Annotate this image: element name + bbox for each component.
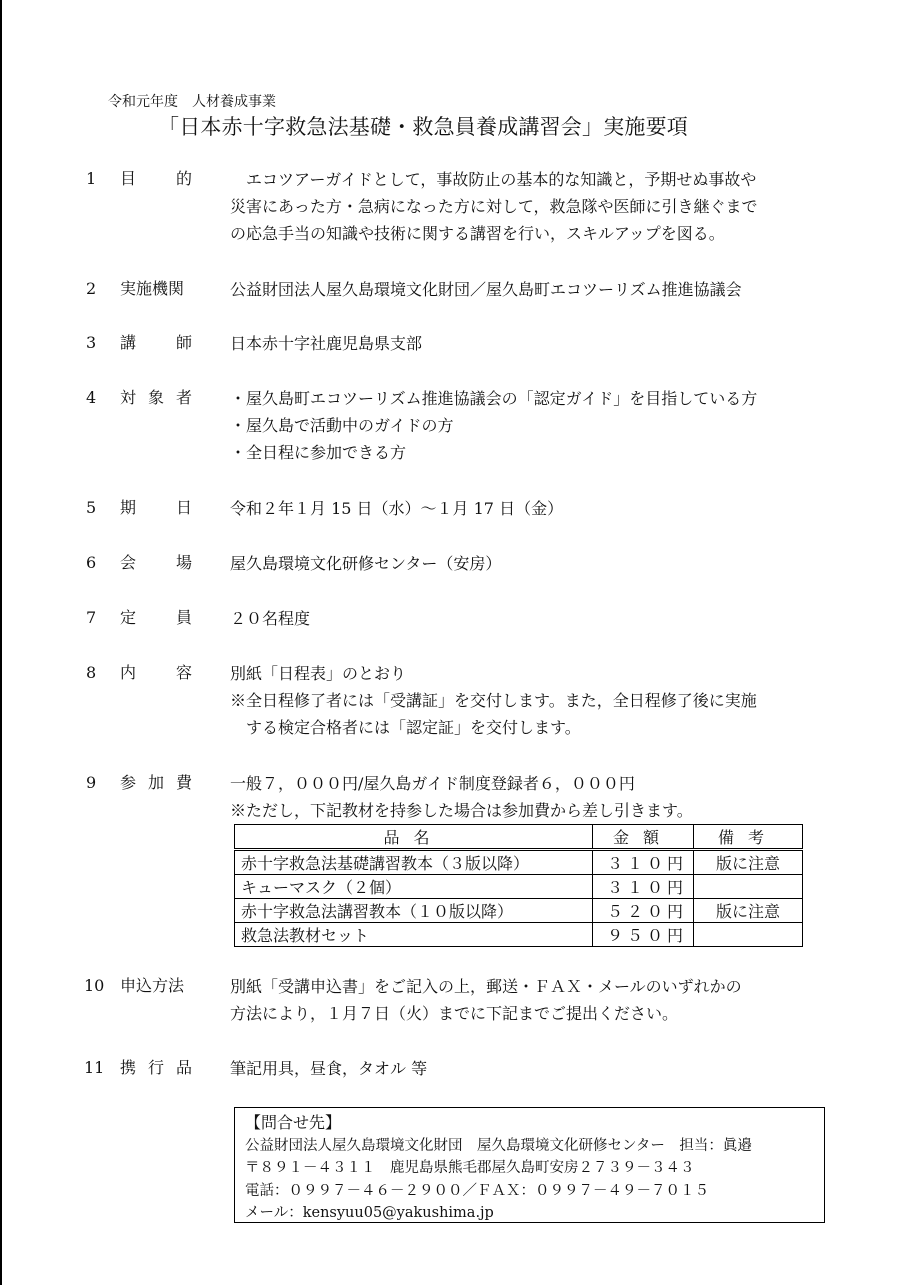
section-body: エコツアーガイドとして，事故防止の基本的な知識と，予期せぬ事故や 災害にあった方・急病になった方に対して，救急隊や医師に引き継ぐまで の応急手当の知識や技術に関する講習を行い，スキルアップを図る。 <box>230 170 758 243</box>
section-number: 6 <box>86 553 97 572</box>
contact-box <box>234 1107 825 1223</box>
section-body: 一般７，０００円/屋久島ガイド制度登録者６，０００円 ※ただし，下記教材を持参した場合は参加費から差し引きます。 <box>230 774 693 820</box>
section-number: 10 <box>84 976 105 995</box>
page-left-border <box>0 0 2 1285</box>
table-header-row <box>235 825 803 850</box>
section-body: ・屋久島町エコツーリズム推進協議会の「認定ガイド」を目指している方 ・屋久島で活動中のガイドの方 ・全日程に参加できる方 <box>230 389 758 462</box>
section-label: 参 加 費 <box>120 773 192 792</box>
contact-heading: 【問合せ先】 <box>245 1113 342 1132</box>
section-number: 5 <box>86 498 97 517</box>
contact-phone-fax: 電話：０９９７－４６－２９００／ＦＡＸ：０９９７－４９－７０１５ <box>245 1182 709 1199</box>
section-number: 4 <box>86 388 97 407</box>
section-number: 3 <box>86 333 97 352</box>
document-title: 「日本赤十字救急法基礎・救急員養成講習会」実施要項 <box>158 115 688 139</box>
section-number: 8 <box>86 663 97 682</box>
section-label: 実施機関 <box>120 279 185 298</box>
column-header: 備考 <box>694 825 803 850</box>
section-body: 日本赤十字社鹿児島県支部 <box>230 334 423 353</box>
section-label: 対 象 者 <box>120 388 192 407</box>
section-number: 2 <box>86 279 97 298</box>
contact-email[interactable]: メール：kensyuu05@yakushima.jp <box>245 1205 494 1221</box>
column-header: 金額 <box>593 825 694 850</box>
section-label: 講 師 <box>120 333 192 352</box>
table-row: キューマスク（２個） ３１０円 <box>235 875 803 899</box>
section-body: ２０名程度 <box>230 609 311 628</box>
section-label: 申込方法 <box>120 976 185 995</box>
table-row: 救急法教材セット ９５０円 <box>235 923 803 947</box>
section-body: 別紙「受講申込書」をご記入の上，郵送・ＦＡＸ・メールのいずれかの 方法により，１月７日（火）までに下記までご提出ください。 <box>230 977 742 1023</box>
contact-address: 〒８９１－４３１１ 鹿児島県熊毛郡屋久島町安房２７３９－３４３ <box>245 1160 695 1176</box>
section-body: 公益財団法人屋久島環境文化財団／屋久島町エコツーリズム推進協議会 <box>230 280 742 299</box>
section-body: 別紙「日程表」のとおり ※全日程修了者には「受講証」を交付します。また，全日程修了後に実施 する検定合格者には「認定証」を交付します。 <box>230 664 757 737</box>
section-label: 内 容 <box>120 663 192 682</box>
section-label: 定 員 <box>120 608 192 627</box>
section-label: 目 的 <box>120 169 192 188</box>
section-label: 携 行 品 <box>120 1058 192 1077</box>
section-label: 期 日 <box>120 498 192 517</box>
section-body: 屋久島環境文化研修センター（安房） <box>230 554 502 573</box>
table-row: 赤十字救急法講習教本（１０版以降） ５２０円 版に注意 <box>235 899 803 923</box>
section-label: 会 場 <box>120 553 192 572</box>
column-header: 品名 <box>235 825 593 850</box>
contact-organization: 公益財団法人屋久島環境文化財団 屋久島環境文化研修センター 担当：眞邉 <box>245 1137 752 1154</box>
section-number: 1 <box>86 169 97 188</box>
document-subtitle: 令和元年度 人材養成事業 <box>108 94 276 110</box>
section-number: 11 <box>84 1058 105 1077</box>
table-row: 赤十字救急法基礎講習教本（３版以降） ３１０円 版に注意 <box>235 850 803 875</box>
section-body: 令和２年１月 15 日（水）～１月 17 日（金） <box>230 499 564 518</box>
section-number: 9 <box>86 773 97 792</box>
fee-table <box>234 824 803 947</box>
section-body: 筆記用具，昼食，タオル 等 <box>230 1059 428 1078</box>
section-number: 7 <box>86 608 97 627</box>
